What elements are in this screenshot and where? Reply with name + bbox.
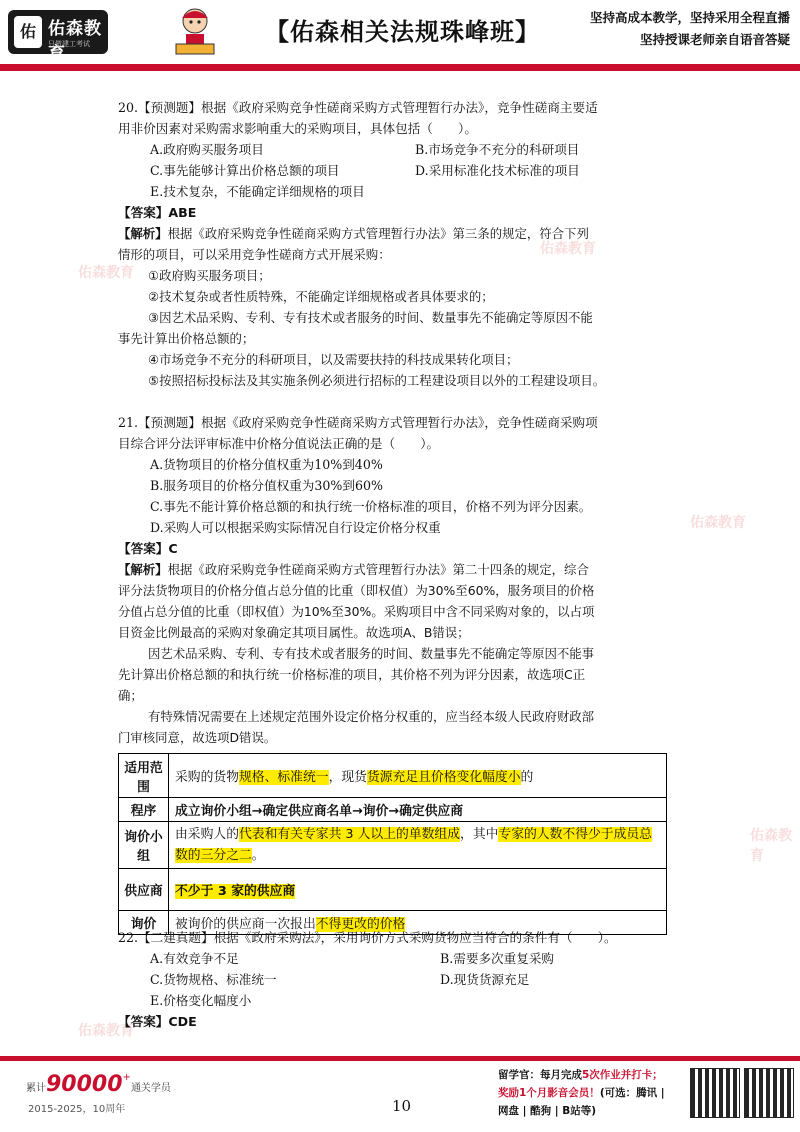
q20-option-b: B.市场竞争不充分的科研项目	[415, 142, 580, 157]
q21-explanation: 目资金比例最高的采购对象确定其项目属性。故选项A、B错误；	[118, 625, 470, 640]
table-row	[119, 754, 667, 798]
q21-option-d: D.采购人可以根据采购实际情况自行设定价格分权重	[150, 520, 441, 535]
q22-option-a: A.有效竞争不足	[150, 951, 239, 966]
answer-label: 【答案】	[118, 1014, 169, 1029]
watermark: 佑森教育	[750, 828, 792, 864]
q22-option-e: E.价格变化幅度小	[150, 993, 252, 1008]
q21-explanation: 评分法货物项目的价格分值占总分值的比重（即权值）为30%至60%，服务项目的价格	[118, 583, 595, 598]
q21-explanation: 因艺术品采购、专利、专有技术或者服务的时间、数量事先不能确定等原因不能事	[148, 646, 595, 661]
text-segment: 被询价的供应商一次报出	[175, 917, 316, 932]
page-title: 【佑森相关法规珠峰班】	[265, 18, 540, 46]
row-header: 适用范围	[119, 754, 169, 798]
promo-text: 网盘 | 酷狗 | B站等)	[498, 1105, 597, 1117]
q20-option-e: E.技术复杂，不能确定详细规格的项目	[150, 184, 365, 199]
watermark: 佑森教育	[690, 515, 746, 531]
table-row	[119, 869, 667, 911]
promo-highlight: 奖励1个月影音会员！	[498, 1087, 600, 1099]
q21-explanation: 门审核同意，故选项D错误。	[118, 730, 277, 745]
q20-stem: 20.【预测题】根据《政府采购竞争性磋商采购方式管理暂行办法》，竞争性磋商主要适	[118, 100, 598, 115]
count-value: 90000	[46, 1072, 123, 1097]
text-segment: 。	[251, 848, 265, 863]
q20-explanation	[118, 225, 589, 243]
row-content	[169, 869, 667, 911]
footer-divider	[0, 1056, 800, 1061]
q22-stem: 22.【二建真题】根据《政府采购法》，采用询价方式采购货物应当符合的条件有（ ）。	[118, 930, 617, 945]
row-header: 询价小组	[119, 822, 169, 869]
count-suffix: 通关学员	[130, 1083, 171, 1094]
qr-code-icon	[744, 1068, 794, 1118]
row-content	[169, 754, 667, 798]
q22-option-b: B.需要多次重复采购	[440, 951, 555, 966]
q21-option-c: C.事先不能计算价格总额的和执行统一价格标准的项目，价格不列为评分因素。	[150, 499, 592, 514]
q22-answer	[118, 1013, 197, 1031]
q22-option-d: D.现货货源充足	[440, 972, 530, 987]
row-header: 程序	[119, 798, 169, 822]
q20-option-c: C.事先能够计算出价格总额的项目	[150, 163, 340, 178]
text-segment: ，其中	[460, 827, 499, 842]
answer-label: 【答案】	[118, 205, 169, 220]
q20-explanation: ⑤按照招标投标法及其实施条例必须进行招标的工程建设项目以外的工程建设项目。	[148, 373, 606, 388]
q20-stem: 用非价因素对采购需求影响重大的采购项目，具体包括（ ）。	[118, 121, 477, 136]
page-header	[0, 0, 800, 82]
watermark: 佑森教育	[78, 1023, 134, 1039]
q21-explanation	[118, 561, 589, 579]
text-segment: 的	[520, 770, 534, 785]
explanation-text: 根据《政府采购竞争性磋商采购方式管理暂行办法》第二十四条的规定，综合	[167, 562, 589, 577]
header-slogan-2: 坚持授课老师亲自语音答疑	[639, 32, 790, 47]
q21-explanation: 先计算出价格总额的和执行统一价格标准的项目，其价格不列为评分因素，故选项C正	[118, 667, 586, 682]
row-content	[169, 822, 667, 869]
q20-explanation: 事先计算出价格总额的；	[118, 331, 255, 346]
q20-explanation: ②技术复杂或者性质特殊，不能确定详细规格或者具体要求的；	[148, 289, 494, 304]
logo-slogan: 只做建工考试	[48, 40, 90, 48]
header-slogan-1: 坚持高成本教学，坚持采用全程直播	[589, 10, 790, 25]
highlight: 不少于 3 家的供应商	[175, 884, 296, 899]
answer-label: 【答案】	[118, 541, 169, 556]
watermark: 佑森教育	[540, 241, 596, 257]
q21-stem: 目综合评分法评审标准中价格分值说法正确的是（ ）。	[118, 436, 440, 451]
explanation-label: 【解析】	[118, 562, 168, 577]
q21-option-b: B.服务项目的价格分值权重为30%到60%	[150, 478, 383, 493]
q21-explanation: 有特殊情况需要在上述规定范围外设定价格分权重的，应当经本级人民政府财政部	[148, 709, 595, 724]
brand-logo	[8, 10, 108, 64]
q20-explanation: ③因艺术品采购、专利、专有技术或者服务的时间、数量事先不能确定等原因不能	[148, 310, 593, 325]
q20-explanation: ④市场竞争不充分的科研项目，以及需要扶持的科技成果转化项目；	[148, 352, 519, 367]
q20-explanation: ①政府购买服务项目；	[148, 268, 271, 283]
count-prefix: 累计	[26, 1083, 46, 1094]
highlight: 货源充足且价格变化幅度小	[366, 770, 521, 785]
table-row	[119, 798, 667, 822]
q20-answer	[118, 204, 196, 222]
footer-promo	[498, 1066, 688, 1120]
page-number: 10	[392, 1097, 412, 1115]
row-header: 询价	[119, 911, 169, 935]
logo-name: 佑森教育	[48, 19, 102, 64]
answer-value: ABE	[168, 205, 197, 220]
explanation-text: 根据《政府采购竞争性磋商采购方式管理暂行办法》第三条的规定，符合下列	[167, 226, 589, 241]
student-count	[26, 1072, 171, 1097]
text-segment: 采购的货物	[175, 770, 239, 785]
q21-option-a: A.货物项目的价格分值权重为10%到40%	[150, 457, 383, 472]
summary-table	[118, 753, 667, 935]
q20-explanation: 情形的项目，可以采用竞争性磋商方式开展采购：	[118, 247, 391, 262]
answer-value: CDE	[168, 1014, 197, 1029]
header-divider	[0, 64, 800, 71]
q20-option-a: A.政府购买服务项目	[150, 142, 264, 157]
mascot-icon	[168, 4, 222, 56]
q21-stem: 21.【预测题】根据《政府采购竞争性磋商采购方式管理暂行办法》，竞争性磋商采购项	[118, 415, 598, 430]
q21-explanation: 分值占总分值的比重（即权值）为10%至30%。采购项目中含不同采购对象的，以占项	[118, 604, 595, 619]
watermark: 佑森教育	[78, 265, 134, 281]
highlight: 规格、标准统一	[238, 770, 329, 785]
row-content: 成立询价小组→确定供应商名单→询价→确定供应商	[169, 798, 667, 822]
count-plus: +	[122, 1072, 131, 1083]
q22-option-c: C.货物规格、标准统一	[150, 972, 277, 987]
q21-answer	[118, 540, 178, 558]
highlight: 专家的人数不得少于成员总数的三分之二	[175, 827, 652, 863]
anniversary-years: 2015-2025，10周年	[28, 1104, 126, 1115]
promo-highlight: 5次作业并打卡；	[582, 1069, 663, 1081]
text-segment: ，现货	[328, 770, 367, 785]
q21-explanation: 确；	[118, 688, 143, 703]
table-row	[119, 822, 667, 869]
qr-code-icon	[690, 1068, 740, 1118]
highlight: 不得更改的价格	[315, 917, 406, 932]
q20-option-d: D.采用标准化技术标准的项目	[415, 163, 580, 178]
promo-text: 留学官：每月完成	[498, 1069, 582, 1081]
logo-mark: 佑	[14, 16, 42, 48]
explanation-label: 【解析】	[118, 226, 168, 241]
row-header: 供应商	[119, 869, 169, 911]
text-segment: 由采购人的	[175, 827, 239, 842]
promo-text: (可选：腾讯 |	[599, 1087, 665, 1099]
answer-value: C	[168, 541, 178, 556]
highlight: 代表和有关专家共 3 人以上的单数组成	[238, 827, 461, 842]
